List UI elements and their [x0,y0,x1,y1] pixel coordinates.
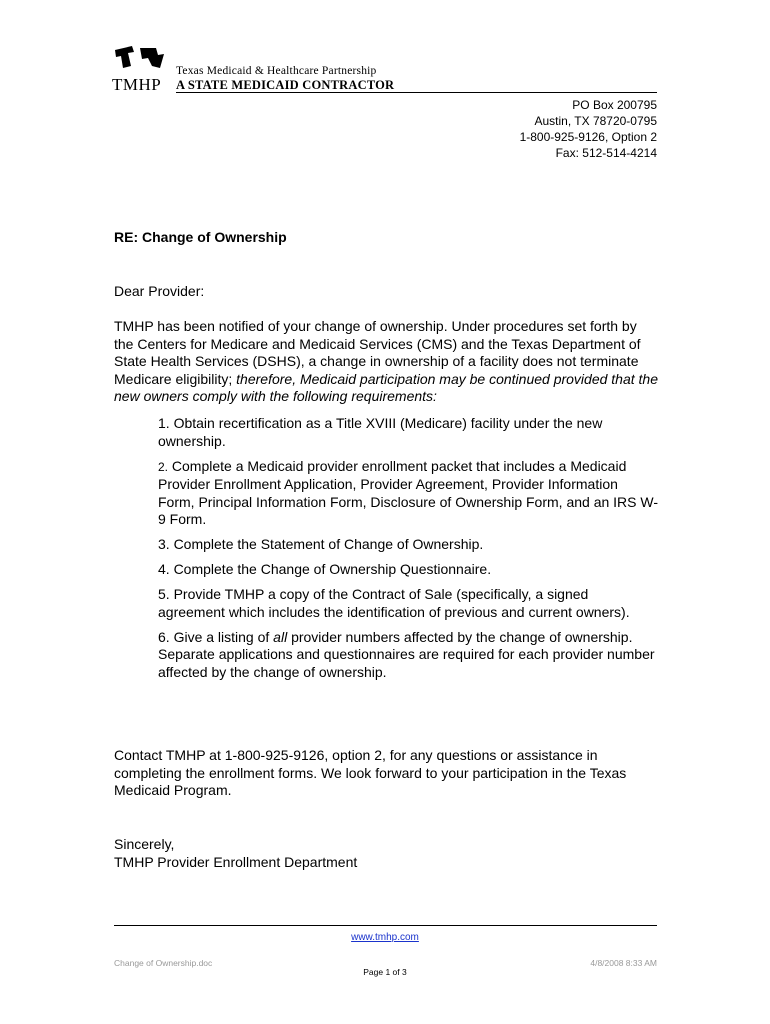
footer-divider [114,925,657,926]
list-item: 3. Complete the Statement of Change of Ownership. [158,536,484,552]
address-block [520,97,657,161]
list-item: 2. Complete a Medicaid provider enrollment packet that includes a Medicaid Provider Enrollment Application, Provider Agreement, Provider Information Form, Principal Information Form, Disclosure of Ownership Form, and an IRS W-9 Form. [158,457,659,527]
list-item-number: 2. [158,459,169,474]
salutation: Dear Provider: [114,283,205,299]
list-item: 5. Provide TMHP a copy of the Contract of Sale (specifically, a signed agreement which includes the identification of previous and current owners). [158,586,630,620]
org-name: Texas Medicaid & Healthcare Partnership [176,65,377,77]
intro-paragraph [114,318,659,406]
letter-subject: RE: Change of Ownership [114,229,287,245]
requirements-list [158,415,658,689]
document-filename: Change of Ownership.doc [114,958,213,968]
address-city: Austin, TX 78720-0795 [534,114,657,128]
address-fax: Fax: 512-514-4214 [555,146,657,160]
list-item: 1. Obtain recertification as a Title XVIII (Medicare) facility under the new ownership. [158,415,603,449]
org-tagline: A STATE MEDICAID CONTRACTOR [176,78,395,92]
website-link[interactable]: www.tmhp.com [351,932,419,943]
sign-off: Sincerely, [114,836,175,852]
address-po-box: PO Box 200795 [572,98,657,112]
document-date: 4/8/2008 8:33 AM [590,958,657,968]
intro-italic-text: therefore, Medicaid participation may be continued provided that the new owners comply with the following requirements: [114,370,658,404]
closing-block [114,835,357,871]
logo-acronym: TMHP [112,75,162,94]
contact-paragraph: Contact TMHP at 1-800-925-9126, option 2, for any questions or assistance in completing the enrollment forms. We look forward to your participation in the Texas Medicaid Program. [114,747,627,798]
address-phone: 1-800-925-9126, Option 2 [519,130,657,144]
signature: TMHP Provider Enrollment Department [114,854,358,870]
header-divider [176,92,657,93]
intro-text: TMHP has been notified of your change of ownership. Under procedures set forth by the Centers for Medicare and Medicaid Services (CMS) and the Texas Department of State Health Services (DSHS), a change in ownership of a facility does not terminate Medicare eligibility; [114,318,641,387]
list-item: 4. Complete the Change of Ownership Questionnaire. [158,561,492,577]
page-number: Page 1 of 3 [363,967,407,977]
list-item: 6. Give a listing of all provider numbers affected by the change of ownership. Separate applications and questionnaires are required for each provider number affected by the change of ownership. [158,628,655,680]
